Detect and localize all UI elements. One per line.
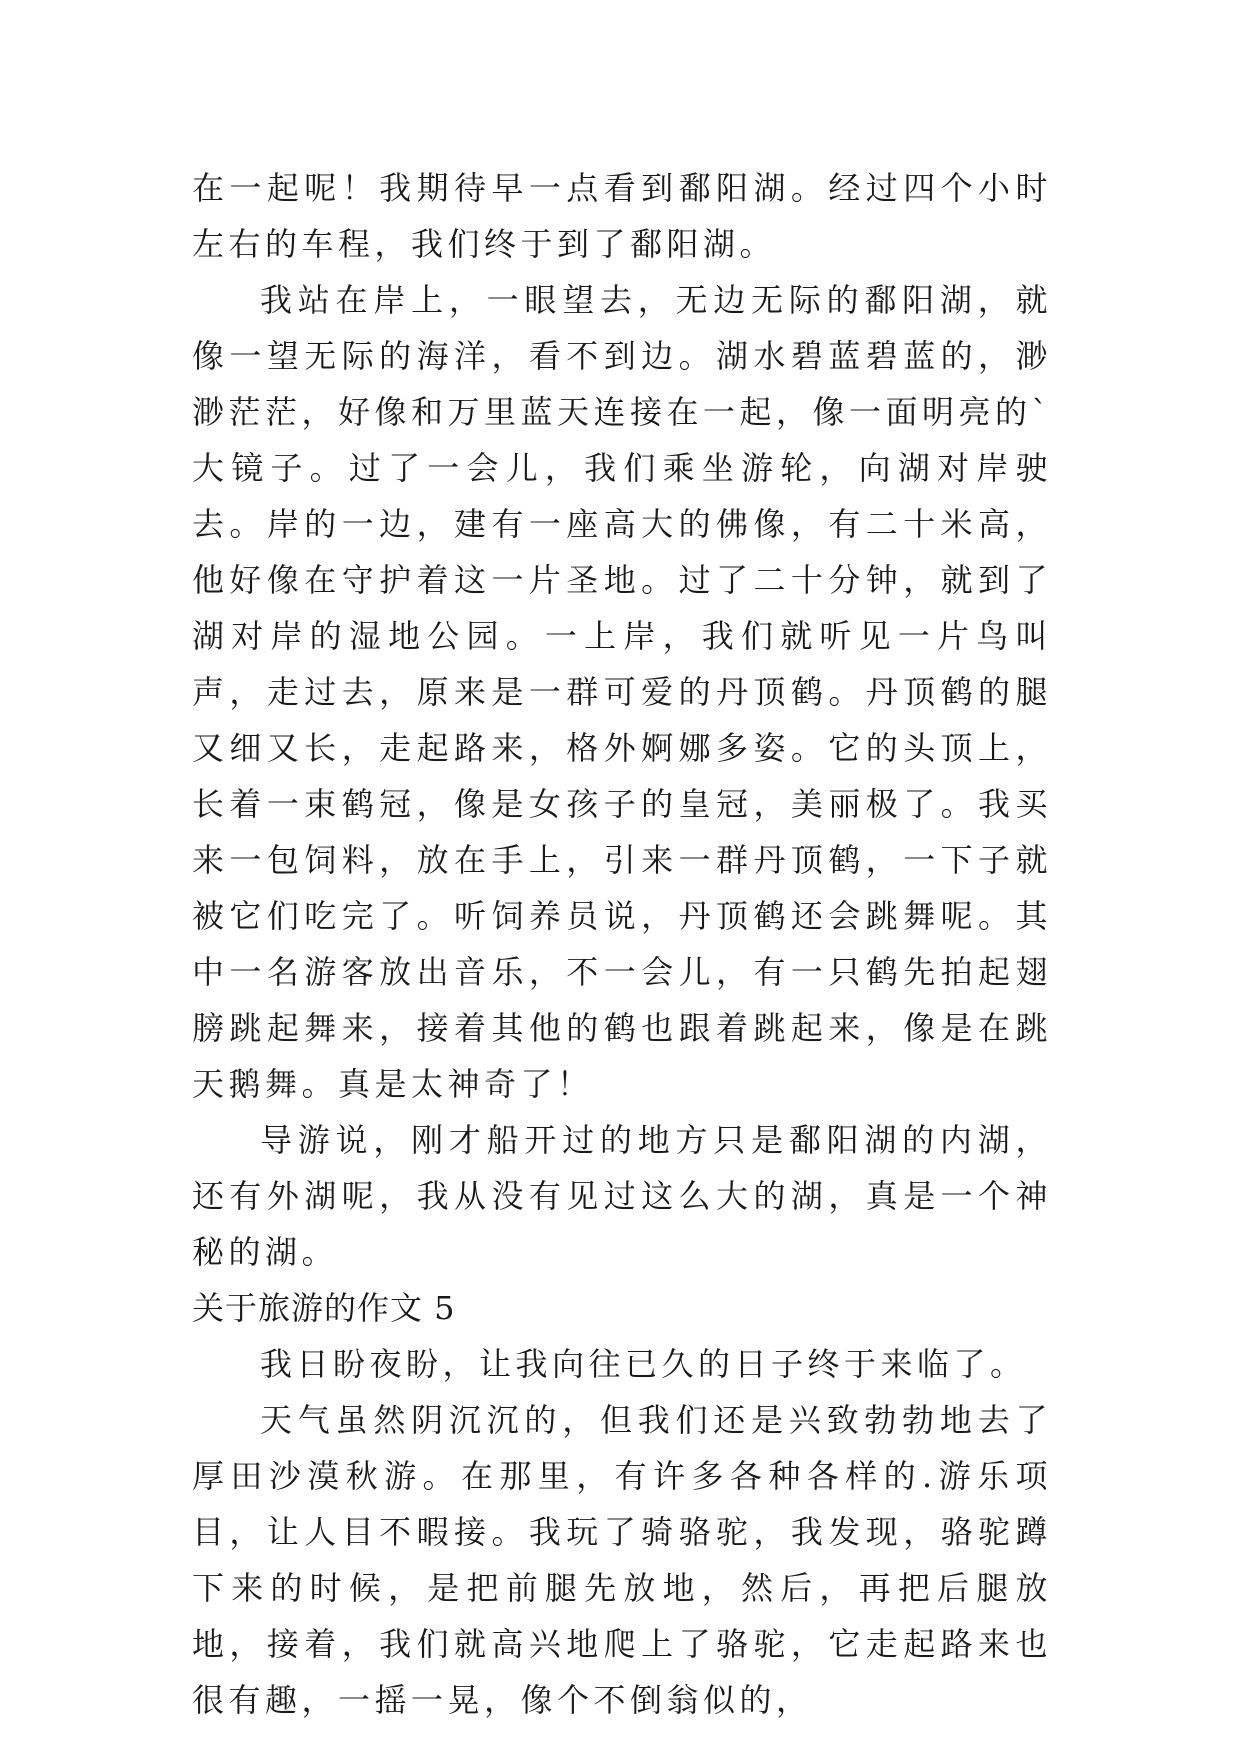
paragraph-continued: 在一起呢！我期待早一点看到鄱阳湖。经过四个小时左右的车程，我们终于到了鄱阳湖。 xyxy=(192,169,1052,263)
paragraph-guide: 导游说，刚才船开过的地方只是鄱阳湖的内湖，还有外湖呢，我从没有见过这么大的湖，真是一个神秘的湖。 xyxy=(192,1121,1052,1271)
document-body xyxy=(192,160,1052,1728)
paragraph-anticipation: 我日盼夜盼，让我向往已久的日子终于来临了。 xyxy=(260,1345,1027,1383)
paragraph-lake-view: 我站在岸上，一眼望去，无边无际的鄱阳湖，就像一望无际的海洋，看不到边。湖水碧蓝碧蓝的，渺渺茫茫，好像和万里蓝天连接在一起，像一面明亮的`大镜子。过了一会儿，我们乘坐游轮，向湖对岸驶去。岸的一边，建有一座高大的佛像，有二十米高，他好像在守护着这一片圣地。过了二十分钟，就到了湖对岸的湿地公园。一上岸，我们就听见一片鸟叫声，走过去，原来是一群可爱的丹顶鹤。丹顶鹤的腿又细又长，走起路来，格外婀娜多姿。它的头顶上，长着一束鹤冠，像是女孩子的皇冠，美丽极了。我买来一包饲料，放在手上，引来一群丹顶鹤，一下子就被它们吃完了。听饲养员说，丹顶鹤还会跳舞呢。其中一名游客放出音乐，不一会儿，有一只鹤先拍起翅膀跳起舞来，接着其他的鹤也跟着跳起来，像是在跳天鹅舞。真是太神奇了！ xyxy=(192,281,1053,1103)
section-heading: 关于旅游的作文 5 xyxy=(192,1289,456,1327)
paragraph-desert-trip: 天气虽然阴沉沉的，但我们还是兴致勃勃地去了厚田沙漠秋游。在那里，有许多各种各样的.游乐项目，让人目不暇接。我玩了骑骆驼，我发现，骆驼蹲下来的时候，是把前腿先放地，然后，再把后腿放地，接着，我们就高兴地爬上了骆驼，它走起路来也很有趣，一摇一晃，像个不倒翁似的， xyxy=(192,1401,1052,1719)
